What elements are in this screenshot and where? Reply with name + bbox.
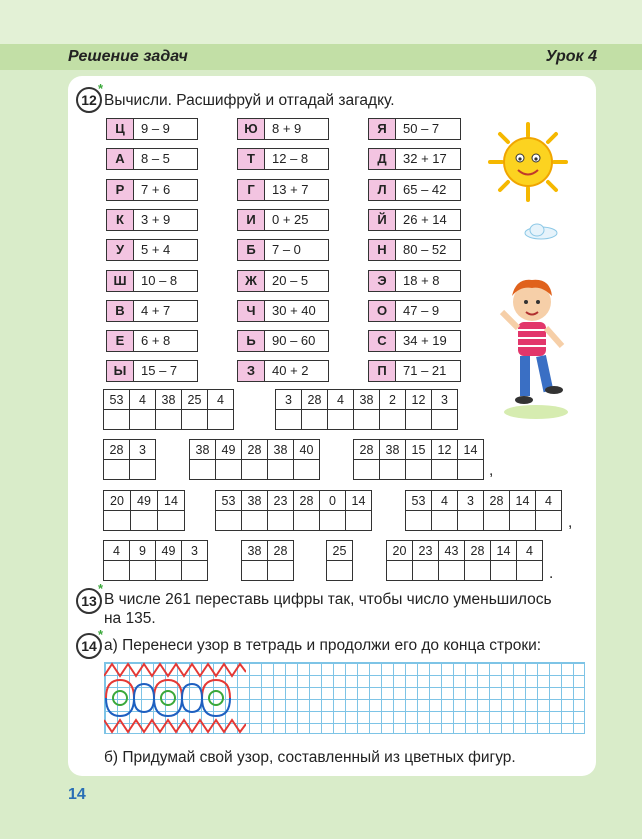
cipher-cell	[106, 300, 198, 322]
answer-number-cell: 28	[103, 439, 130, 460]
page-number: 14	[68, 786, 86, 803]
boy-illustration	[496, 272, 570, 422]
cipher-cell	[237, 209, 329, 231]
page-header	[0, 44, 642, 70]
answer-number-cell: 4	[431, 490, 458, 511]
answer-letter-cell[interactable]	[189, 459, 216, 480]
cipher-letter: Ш	[107, 271, 134, 291]
answer-number-cell: 3	[129, 439, 156, 460]
task-13-line-1: В числе 261 переставь цифры так, чтобы число уменьшилось	[104, 591, 552, 608]
pattern-sample	[104, 662, 246, 734]
answer-number-cell: 12	[431, 439, 458, 460]
cipher-expression: 4 + 7	[141, 302, 171, 318]
cipher-expression: 65 – 42	[403, 181, 447, 197]
answer-number-cell: 28	[464, 540, 491, 561]
answer-number-cell: 38	[353, 389, 380, 410]
cipher-letter: Ч	[238, 301, 265, 321]
sun-illustration	[488, 122, 568, 202]
cipher-expression: 18 + 8	[403, 272, 440, 288]
answer-grid	[104, 541, 208, 581]
answer-number-cell: 28	[353, 439, 380, 460]
answer-grid	[190, 440, 320, 480]
answer-letter-cell[interactable]	[267, 510, 294, 531]
answer-number-cell: 38	[241, 540, 268, 561]
cipher-expression: 12 – 8	[272, 151, 309, 167]
answer-letter-cell[interactable]	[241, 510, 268, 531]
cipher-letter: О	[369, 301, 396, 321]
answer-letter-cell[interactable]	[516, 560, 543, 581]
cipher-cell	[368, 209, 461, 231]
answer-number-cell: 53	[405, 490, 432, 511]
cipher-cell	[106, 330, 198, 352]
answer-letter-cell[interactable]	[345, 510, 372, 531]
answer-letter-cell[interactable]	[301, 409, 328, 430]
answer-letter-cell[interactable]	[155, 409, 182, 430]
answer-letter-cell[interactable]	[267, 560, 294, 581]
cipher-cell	[237, 148, 329, 170]
cipher-cell	[106, 239, 198, 261]
task-14-part-b: б) Придумай свой узор, составленный из цветных фигур.	[104, 749, 516, 766]
cipher-expression: 15 – 7	[141, 363, 178, 379]
answer-letter-cell[interactable]	[129, 560, 156, 581]
answer-number-cell: 28	[293, 490, 320, 511]
answer-number-cell: 28	[241, 439, 268, 460]
answer-letter-cell[interactable]	[405, 510, 432, 531]
cipher-cell	[368, 330, 461, 352]
answer-number-cell: 28	[267, 540, 294, 561]
cipher-expression: 20 – 5	[272, 272, 309, 288]
cipher-letter: У	[107, 240, 134, 260]
answer-number-cell: 49	[215, 439, 242, 460]
lesson-label: Урок 4	[545, 48, 597, 65]
answer-letter-cell[interactable]	[353, 459, 380, 480]
answer-number-cell: 38	[155, 389, 182, 410]
answer-letter-cell[interactable]	[207, 409, 234, 430]
answer-letter-cell[interactable]	[431, 409, 458, 430]
cipher-letter: К	[107, 210, 134, 230]
cipher-cell	[368, 118, 461, 140]
cipher-letter: Э	[369, 271, 396, 291]
cipher-letter: П	[369, 361, 396, 381]
answer-number-cell: 3	[181, 540, 208, 561]
answer-letter-cell[interactable]	[379, 459, 406, 480]
answer-letter-cell[interactable]	[129, 459, 156, 480]
cipher-letter: Я	[369, 119, 396, 139]
cipher-expression: 9 – 9	[141, 121, 170, 136]
answer-grid	[406, 491, 562, 531]
cipher-letter: А	[107, 149, 134, 169]
answer-letter-cell[interactable]	[293, 510, 320, 531]
answer-letter-cell[interactable]	[327, 409, 354, 430]
answer-letter-cell[interactable]	[241, 459, 268, 480]
answer-number-cell: 28	[301, 389, 328, 410]
cipher-cell	[106, 118, 198, 140]
answer-number-cell: 23	[412, 540, 439, 561]
answer-letter-cell[interactable]	[181, 560, 208, 581]
cipher-cell	[368, 148, 461, 170]
answer-number-cell: 15	[405, 439, 432, 460]
cipher-letter: Й	[369, 210, 396, 230]
cipher-expression: 0 + 25	[272, 211, 309, 227]
cipher-cell	[106, 179, 198, 201]
answer-number-cell: 4	[327, 389, 354, 410]
answer-letter-cell[interactable]	[215, 510, 242, 531]
cipher-letter: Ю	[238, 119, 265, 139]
cipher-cell	[237, 239, 329, 261]
answer-letter-cell[interactable]	[509, 510, 536, 531]
cipher-cell	[368, 270, 461, 292]
cipher-cell	[237, 330, 329, 352]
answer-letter-cell[interactable]	[379, 409, 406, 430]
comma-1: ,	[489, 462, 494, 479]
cipher-letter: Р	[107, 180, 134, 200]
cipher-expression: 26 + 14	[403, 211, 447, 227]
star-icon: *	[98, 81, 104, 96]
answer-letter-cell[interactable]	[412, 560, 439, 581]
answer-letter-cell[interactable]	[215, 459, 242, 480]
cipher-letter: В	[107, 301, 134, 321]
answer-letter-cell[interactable]	[483, 510, 510, 531]
cipher-letter: Н	[369, 240, 396, 260]
answer-number-cell: 14	[490, 540, 517, 561]
answer-letter-cell[interactable]	[405, 409, 432, 430]
answer-grid	[387, 541, 543, 581]
answer-number-cell: 38	[379, 439, 406, 460]
answer-letter-cell[interactable]	[157, 510, 185, 531]
answer-letter-cell[interactable]	[535, 510, 562, 531]
answer-letter-cell[interactable]	[267, 459, 294, 480]
task-13-line-2: на 135.	[104, 610, 156, 627]
answer-letter-cell[interactable]	[241, 560, 268, 581]
cipher-expression: 71 – 21	[403, 363, 447, 379]
answer-letter-cell[interactable]	[438, 560, 465, 581]
cipher-expression: 7 + 6	[141, 181, 171, 197]
task-14-part-a: а) Перенеси узор в тетрадь и продолжи его до конца строки:	[104, 637, 542, 654]
cipher-letter: Г	[238, 180, 265, 200]
cipher-letter: Ы	[107, 361, 134, 381]
answer-number-cell: 25	[181, 389, 208, 410]
cipher-cell	[237, 360, 329, 382]
answer-number-cell: 4	[535, 490, 562, 511]
cipher-letter: Ц	[107, 119, 134, 139]
comma-2: ,	[568, 514, 573, 531]
answer-letter-cell[interactable]	[464, 560, 491, 581]
answer-number-cell: 9	[129, 540, 156, 561]
cipher-cell	[106, 360, 198, 382]
cipher-expression: 5 + 4	[141, 242, 171, 258]
answer-grid	[104, 440, 156, 480]
answer-letter-cell[interactable]	[405, 459, 432, 480]
cipher-expression: 32 + 17	[403, 151, 447, 167]
answer-number-cell: 53	[215, 490, 242, 511]
cipher-cell	[237, 300, 329, 322]
cipher-cell	[368, 179, 461, 201]
answer-grid	[327, 541, 353, 581]
cipher-expression: 10 – 8	[141, 272, 178, 288]
answer-letter-cell[interactable]	[319, 510, 346, 531]
cipher-letter: С	[369, 331, 396, 351]
cipher-letter: Д	[369, 149, 396, 169]
answer-letter-cell[interactable]	[129, 409, 156, 430]
answer-number-cell: 4	[207, 389, 234, 410]
cipher-expression: 8 + 9	[272, 121, 302, 136]
section-title: Решение задач	[68, 48, 188, 65]
answer-letter-cell[interactable]	[457, 510, 484, 531]
task-13-badge: 13	[76, 588, 102, 614]
cipher-expression: 50 – 7	[403, 121, 440, 136]
answer-grid	[104, 390, 234, 430]
answer-number-cell: 0	[319, 490, 346, 511]
cloud-icon	[523, 222, 559, 240]
cipher-cell	[106, 270, 198, 292]
cipher-expression: 47 – 9	[403, 302, 440, 318]
cipher-letter: Л	[369, 180, 396, 200]
cipher-cell	[106, 148, 198, 170]
answer-number-cell: 4	[103, 540, 130, 561]
task-12-badge: 12	[76, 87, 102, 113]
answer-letter-cell[interactable]	[103, 409, 130, 430]
star-icon: *	[98, 581, 104, 596]
answer-number-cell: 14	[157, 490, 185, 511]
cipher-expression: 40 + 2	[272, 363, 309, 379]
answer-number-cell: 2	[379, 389, 406, 410]
period-mark: .	[549, 565, 554, 582]
cipher-cell	[368, 360, 461, 382]
answer-number-cell: 49	[130, 490, 158, 511]
answer-number-cell: 3	[275, 389, 302, 410]
answer-letter-cell[interactable]	[293, 459, 320, 480]
cipher-cell	[368, 239, 461, 261]
task-12-text: Вычисли. Расшифруй и отгадай загадку.	[104, 92, 395, 109]
answer-letter-cell[interactable]	[103, 560, 130, 581]
answer-number-cell: 20	[386, 540, 413, 561]
cipher-letter: Е	[107, 331, 134, 351]
answer-letter-cell[interactable]	[353, 409, 380, 430]
cipher-expression: 3 + 9	[141, 211, 171, 227]
answer-number-cell: 40	[293, 439, 320, 460]
answer-letter-cell[interactable]	[431, 459, 458, 480]
answer-letter-cell[interactable]	[103, 510, 131, 531]
cipher-letter: Ь	[238, 331, 265, 351]
star-icon: *	[98, 627, 104, 642]
answer-number-cell: 4	[129, 389, 156, 410]
answer-grid	[276, 390, 458, 430]
answer-grid	[216, 491, 372, 531]
cipher-expression: 80 – 52	[403, 242, 447, 258]
cipher-expression: 8 – 5	[141, 151, 170, 167]
answer-grid	[354, 440, 484, 480]
answer-letter-cell[interactable]	[155, 560, 182, 581]
cipher-expression: 6 + 8	[141, 333, 171, 349]
answer-letter-cell[interactable]	[130, 510, 158, 531]
answer-grid	[242, 541, 294, 581]
task-14-badge: 14	[76, 633, 102, 659]
cipher-cell	[237, 270, 329, 292]
cipher-cell	[237, 118, 329, 140]
answer-letter-cell[interactable]	[275, 409, 302, 430]
cipher-cell	[237, 179, 329, 201]
answer-number-cell: 49	[155, 540, 182, 561]
cipher-letter: И	[238, 210, 265, 230]
cipher-expression: 7 – 0	[272, 242, 301, 258]
answer-letter-cell[interactable]	[386, 560, 413, 581]
answer-grid	[104, 491, 185, 531]
answer-number-cell: 23	[267, 490, 294, 511]
answer-letter-cell[interactable]	[103, 459, 130, 480]
cipher-expression: 13 + 7	[272, 181, 309, 197]
answer-number-cell: 14	[457, 439, 484, 460]
answer-number-cell: 4	[516, 540, 543, 561]
cipher-letter: Т	[238, 149, 265, 169]
answer-letter-cell[interactable]	[431, 510, 458, 531]
answer-number-cell: 38	[241, 490, 268, 511]
answer-letter-cell[interactable]	[490, 560, 517, 581]
cipher-expression: 34 + 19	[403, 333, 447, 349]
answer-letter-cell[interactable]	[181, 409, 208, 430]
answer-number-cell: 20	[103, 490, 131, 511]
cipher-letter: З	[238, 361, 265, 381]
answer-letter-cell[interactable]	[457, 459, 484, 480]
cipher-letter: Ж	[238, 271, 265, 291]
answer-number-cell: 3	[457, 490, 484, 511]
answer-number-cell: 12	[405, 389, 432, 410]
answer-number-cell: 53	[103, 389, 130, 410]
answer-number-cell: 28	[483, 490, 510, 511]
cipher-expression: 30 + 40	[272, 302, 316, 318]
answer-letter-cell[interactable]	[326, 560, 353, 581]
answer-number-cell: 14	[345, 490, 372, 511]
answer-number-cell: 3	[431, 389, 458, 410]
answer-number-cell: 43	[438, 540, 465, 561]
answer-number-cell: 14	[509, 490, 536, 511]
cipher-letter: Б	[238, 240, 265, 260]
cipher-cell	[106, 209, 198, 231]
answer-number-cell: 38	[267, 439, 294, 460]
answer-number-cell: 38	[189, 439, 216, 460]
answer-number-cell: 25	[326, 540, 353, 561]
cipher-cell	[368, 300, 461, 322]
cipher-expression: 90 – 60	[272, 333, 316, 349]
